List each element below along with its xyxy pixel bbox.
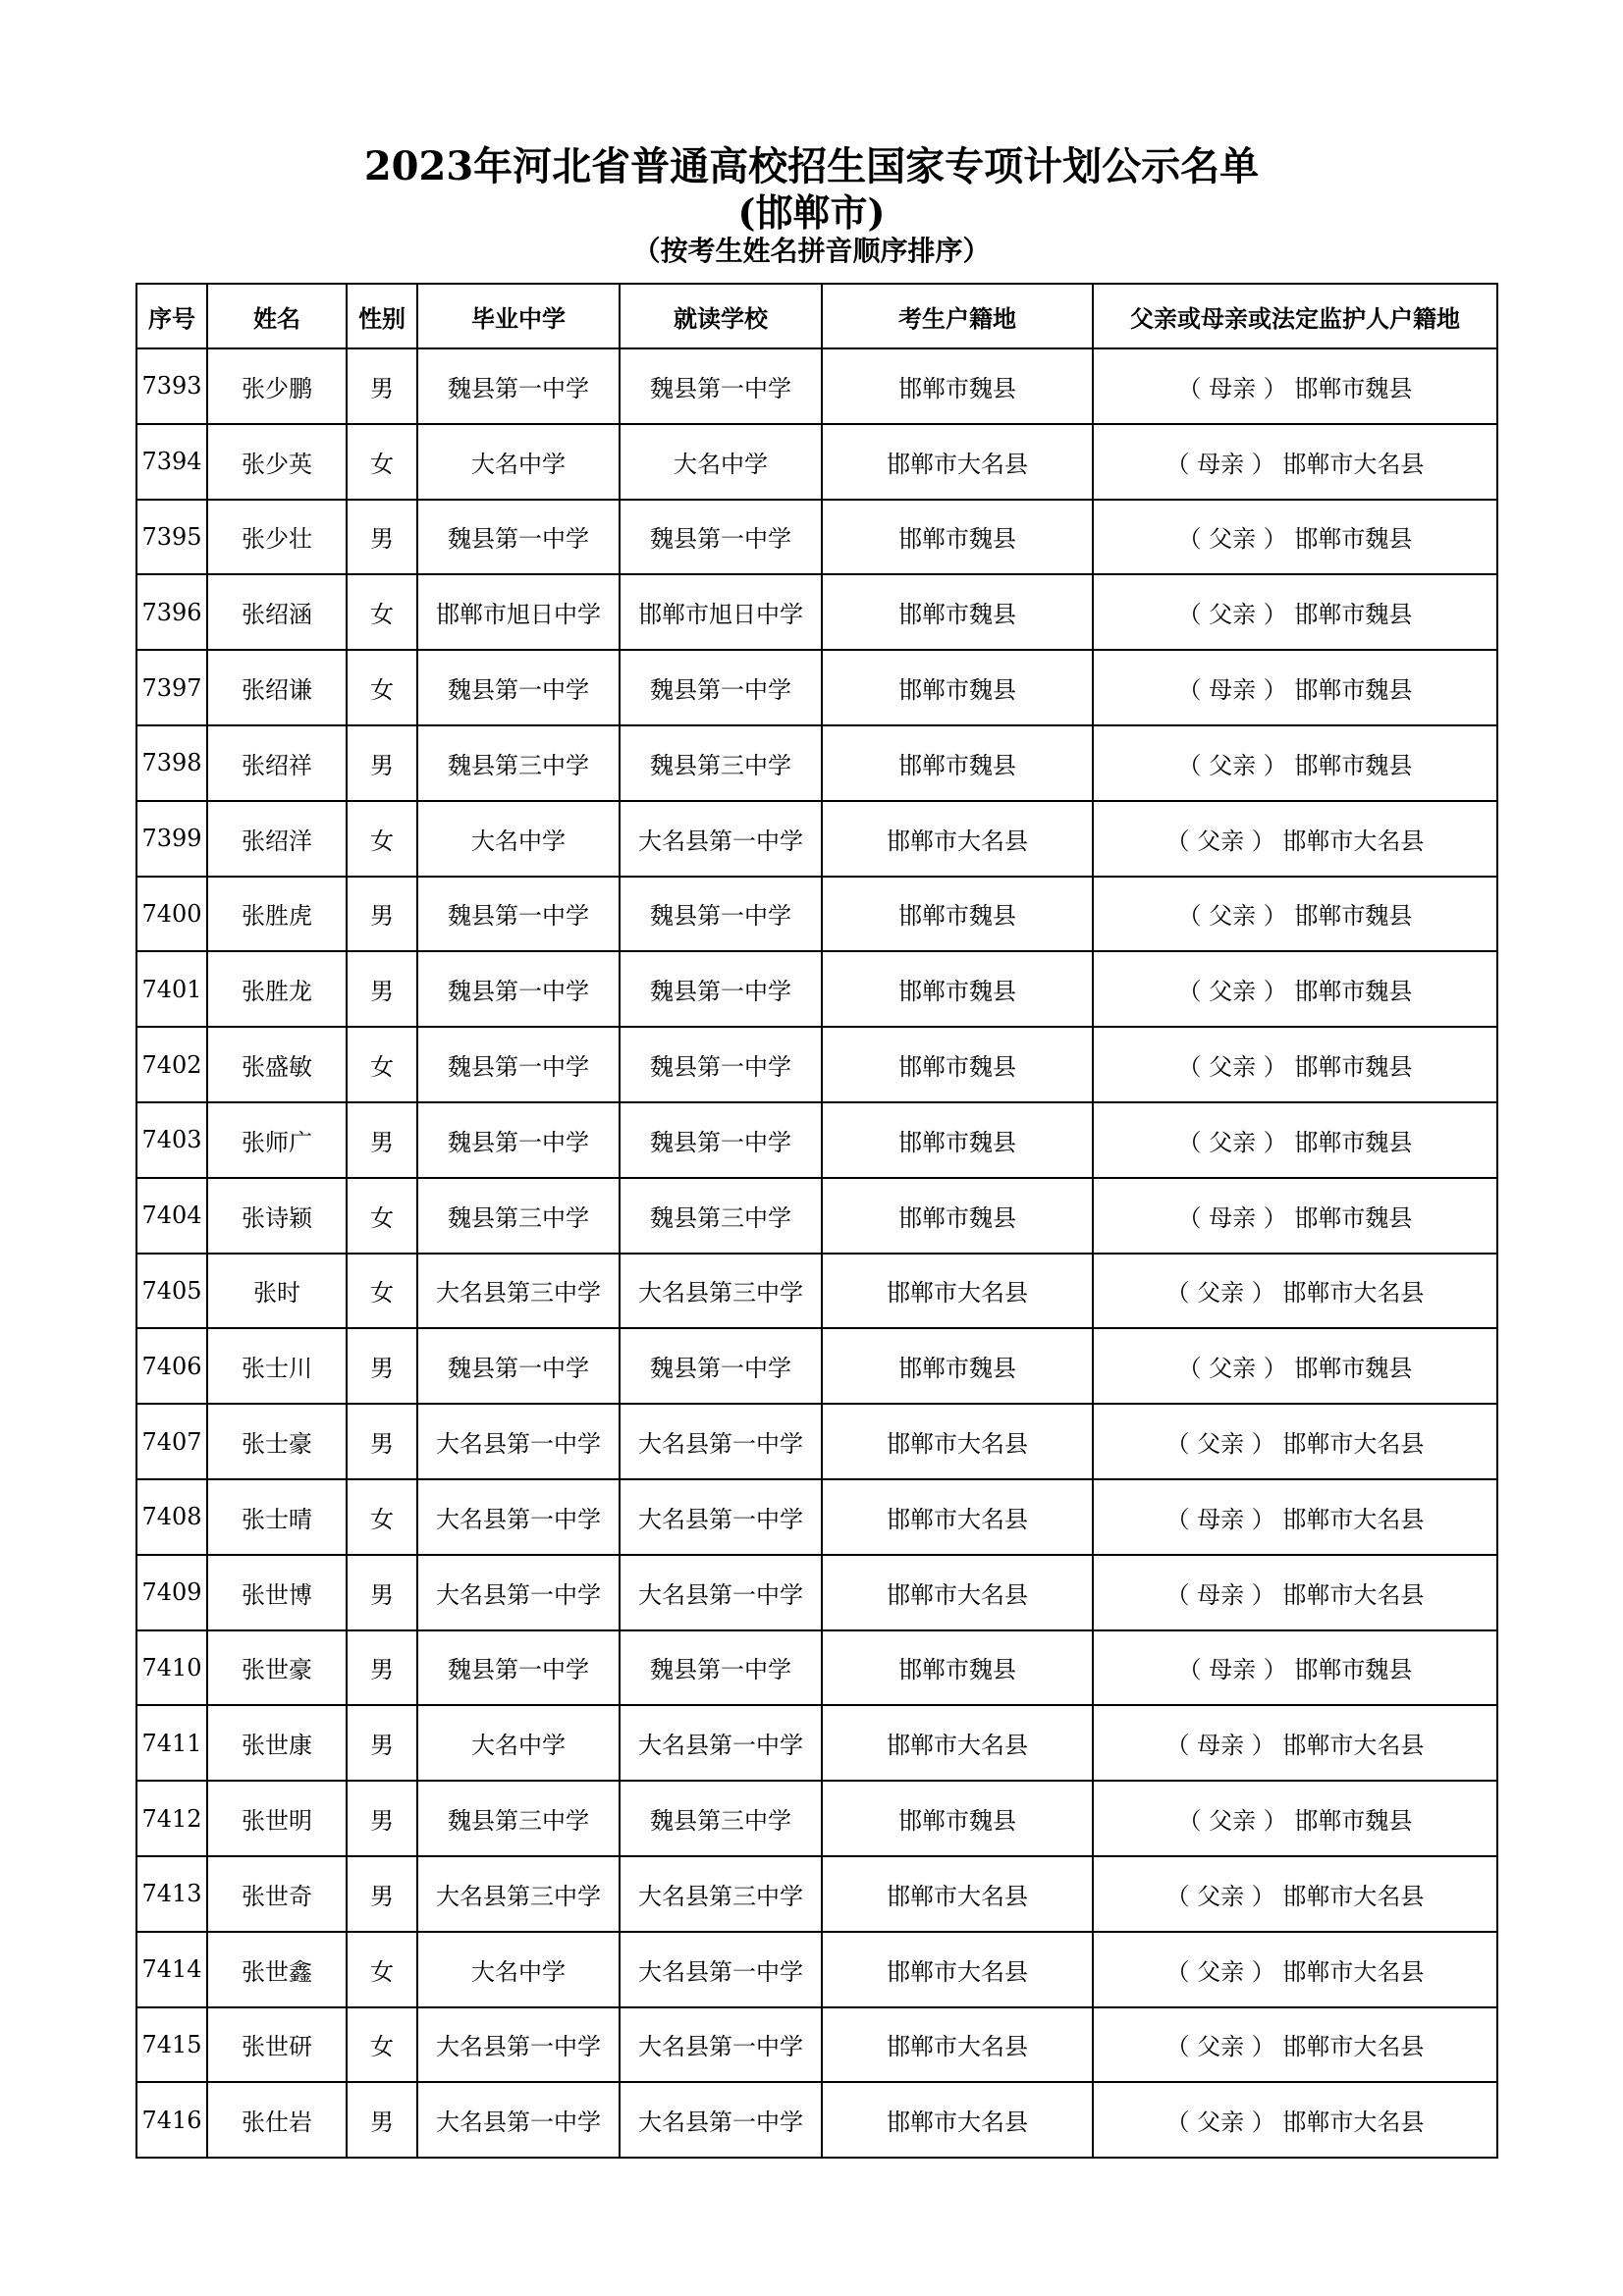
sort-note: （按考生姓名拼音顺序排序）: [632, 235, 991, 267]
cell-graduated-school: 魏县第一中学: [417, 650, 620, 725]
cell-student-hukou: 邯郸市大名县: [822, 424, 1093, 500]
cell-student-hukou: 邯郸市魏县: [822, 1178, 1093, 1254]
cell-name: 张时: [207, 1254, 347, 1329]
cell-graduated-school: 大名县第一中学: [417, 2082, 620, 2158]
cell-current-school: 魏县第三中学: [620, 1178, 822, 1254]
table-row: [136, 348, 1497, 424]
cell-graduated-school: 大名中学: [417, 1932, 620, 2007]
cell-name: 张世明: [207, 1781, 347, 1856]
cell-serial: 7406: [136, 1328, 207, 1404]
table-header-row: [136, 284, 1497, 348]
cell-gender: 男: [347, 1781, 417, 1856]
cell-name: 张世康: [207, 1705, 347, 1781]
cell-serial: 7397: [136, 650, 207, 725]
table-row: [136, 2082, 1497, 2158]
cell-student-hukou: 邯郸市大名县: [822, 2007, 1093, 2083]
cell-serial: 7405: [136, 1254, 207, 1329]
cell-gender: 男: [347, 2082, 417, 2158]
cell-serial: 7395: [136, 500, 207, 575]
cell-serial: 7411: [136, 1705, 207, 1781]
cell-gender: 男: [347, 725, 417, 801]
cell-guardian-hukou: （ 父亲 ） 邯郸市大名县: [1093, 1404, 1497, 1479]
cell-current-school: 魏县第一中学: [620, 348, 822, 424]
header-graduated-school: 毕业中学: [417, 284, 620, 348]
cell-serial: 7403: [136, 1102, 207, 1178]
cell-name: 张师广: [207, 1102, 347, 1178]
cell-name: 张诗颖: [207, 1178, 347, 1254]
cell-graduated-school: 邯郸市旭日中学: [417, 574, 620, 650]
cell-graduated-school: 魏县第一中学: [417, 348, 620, 424]
cell-gender: 女: [347, 1178, 417, 1254]
cell-name: 张胜虎: [207, 877, 347, 952]
cell-name: 张世奇: [207, 1856, 347, 1932]
cell-current-school: 魏县第一中学: [620, 1630, 822, 1706]
cell-graduated-school: 魏县第一中学: [417, 500, 620, 575]
cell-name: 张士晴: [207, 1479, 347, 1555]
cell-graduated-school: 大名中学: [417, 801, 620, 877]
cell-graduated-school: 魏县第三中学: [417, 1781, 620, 1856]
cell-current-school: 魏县第一中学: [620, 951, 822, 1027]
cell-name: 张士豪: [207, 1404, 347, 1479]
table-row: [136, 1856, 1497, 1932]
cell-name: 张仕岩: [207, 2082, 347, 2158]
cell-name: 张少英: [207, 424, 347, 500]
cell-graduated-school: 魏县第一中学: [417, 1328, 620, 1404]
cell-current-school: 大名县第三中学: [620, 1254, 822, 1329]
roster-table: [135, 283, 1498, 2159]
cell-graduated-school: 大名县第一中学: [417, 2007, 620, 2083]
table-row: [136, 725, 1497, 801]
cell-guardian-hukou: （ 父亲 ） 邯郸市大名县: [1093, 1932, 1497, 2007]
cell-graduated-school: 魏县第一中学: [417, 1630, 620, 1706]
cell-serial: 7394: [136, 424, 207, 500]
cell-guardian-hukou: （ 父亲 ） 邯郸市大名县: [1093, 1254, 1497, 1329]
cell-name: 张世豪: [207, 1630, 347, 1706]
cell-student-hukou: 邯郸市魏县: [822, 1328, 1093, 1404]
header-guardian-hukou: 父亲或母亲或法定监护人户籍地: [1093, 284, 1497, 348]
table-row: [136, 574, 1497, 650]
table-row: [136, 1705, 1497, 1781]
cell-gender: 男: [347, 1102, 417, 1178]
cell-current-school: 魏县第一中学: [620, 1027, 822, 1102]
cell-graduated-school: 魏县第三中学: [417, 725, 620, 801]
cell-guardian-hukou: （ 母亲 ） 邯郸市大名县: [1093, 1479, 1497, 1555]
cell-gender: 男: [347, 1555, 417, 1630]
cell-graduated-school: 魏县第一中学: [417, 1102, 620, 1178]
header-student-hukou: 考生户籍地: [822, 284, 1093, 348]
cell-gender: 男: [347, 1705, 417, 1781]
cell-guardian-hukou: （ 父亲 ） 邯郸市魏县: [1093, 1102, 1497, 1178]
cell-current-school: 魏县第一中学: [620, 877, 822, 952]
cell-current-school: 大名中学: [620, 424, 822, 500]
table-row: [136, 801, 1497, 877]
table-row: [136, 2007, 1497, 2083]
cell-graduated-school: 大名县第一中学: [417, 1404, 620, 1479]
cell-student-hukou: 邯郸市魏县: [822, 1781, 1093, 1856]
cell-current-school: 大名县第一中学: [620, 2007, 822, 2083]
cell-student-hukou: 邯郸市大名县: [822, 1555, 1093, 1630]
table-row: [136, 1630, 1497, 1706]
cell-current-school: 大名县第一中学: [620, 1705, 822, 1781]
cell-guardian-hukou: （ 父亲 ） 邯郸市魏县: [1093, 574, 1497, 650]
cell-serial: 7393: [136, 348, 207, 424]
cell-serial: 7415: [136, 2007, 207, 2083]
cell-student-hukou: 邯郸市大名县: [822, 2082, 1093, 2158]
cell-serial: 7402: [136, 1027, 207, 1102]
cell-graduated-school: 魏县第一中学: [417, 877, 620, 952]
cell-student-hukou: 邯郸市魏县: [822, 650, 1093, 725]
cell-serial: 7398: [136, 725, 207, 801]
cell-gender: 男: [347, 951, 417, 1027]
cell-graduated-school: 大名县第三中学: [417, 1856, 620, 1932]
cell-student-hukou: 邯郸市魏县: [822, 1102, 1093, 1178]
cell-gender: 女: [347, 801, 417, 877]
cell-gender: 男: [347, 1856, 417, 1932]
header-name: 姓名: [207, 284, 347, 348]
table-row: [136, 877, 1497, 952]
cell-graduated-school: 大名县第一中学: [417, 1555, 620, 1630]
cell-gender: 男: [347, 877, 417, 952]
cell-gender: 男: [347, 1630, 417, 1706]
cell-gender: 女: [347, 1254, 417, 1329]
cell-current-school: 大名县第一中学: [620, 1932, 822, 2007]
cell-current-school: 魏县第一中学: [620, 1328, 822, 1404]
cell-serial: 7407: [136, 1404, 207, 1479]
header-serial: 序号: [136, 284, 207, 348]
table-row: [136, 951, 1497, 1027]
cell-gender: 女: [347, 574, 417, 650]
table-row: [136, 1328, 1497, 1404]
cell-gender: 女: [347, 650, 417, 725]
cell-name: 张绍洋: [207, 801, 347, 877]
cell-gender: 男: [347, 500, 417, 575]
cell-guardian-hukou: （ 父亲 ） 邯郸市魏县: [1093, 877, 1497, 952]
cell-guardian-hukou: （ 母亲 ） 邯郸市大名县: [1093, 1705, 1497, 1781]
cell-name: 张绍涵: [207, 574, 347, 650]
cell-student-hukou: 邯郸市魏县: [822, 574, 1093, 650]
cell-gender: 男: [347, 1328, 417, 1404]
cell-serial: 7414: [136, 1932, 207, 2007]
cell-guardian-hukou: （ 母亲 ） 邯郸市魏县: [1093, 348, 1497, 424]
cell-student-hukou: 邯郸市大名县: [822, 801, 1093, 877]
cell-name: 张世博: [207, 1555, 347, 1630]
cell-graduated-school: 魏县第一中学: [417, 951, 620, 1027]
cell-guardian-hukou: （ 父亲 ） 邯郸市魏县: [1093, 1328, 1497, 1404]
cell-current-school: 大名县第一中学: [620, 801, 822, 877]
cell-guardian-hukou: （ 父亲 ） 邯郸市大名县: [1093, 801, 1497, 877]
cell-gender: 男: [347, 348, 417, 424]
cell-serial: 7401: [136, 951, 207, 1027]
cell-guardian-hukou: （ 父亲 ） 邯郸市魏县: [1093, 951, 1497, 1027]
cell-name: 张少鹏: [207, 348, 347, 424]
cell-guardian-hukou: （ 父亲 ） 邯郸市魏县: [1093, 1781, 1497, 1856]
table-row: [136, 650, 1497, 725]
table-row: [136, 1027, 1497, 1102]
cell-student-hukou: 邯郸市魏县: [822, 1027, 1093, 1102]
cell-name: 张世研: [207, 2007, 347, 2083]
cell-student-hukou: 邯郸市魏县: [822, 348, 1093, 424]
table-row: [136, 1479, 1497, 1555]
header-current-school: 就读学校: [620, 284, 822, 348]
cell-graduated-school: 大名县第一中学: [417, 1479, 620, 1555]
cell-graduated-school: 大名中学: [417, 1705, 620, 1781]
cell-serial: 7399: [136, 801, 207, 877]
cell-guardian-hukou: （ 母亲 ） 邯郸市大名县: [1093, 424, 1497, 500]
cell-student-hukou: 邯郸市魏县: [822, 1630, 1093, 1706]
cell-name: 张少壮: [207, 500, 347, 575]
table-row: [136, 1555, 1497, 1630]
cell-name: 张盛敏: [207, 1027, 347, 1102]
table-row: [136, 500, 1497, 575]
cell-gender: 女: [347, 2007, 417, 2083]
cell-graduated-school: 魏县第三中学: [417, 1178, 620, 1254]
cell-guardian-hukou: （ 父亲 ） 邯郸市大名县: [1093, 1856, 1497, 1932]
cell-student-hukou: 邯郸市魏县: [822, 951, 1093, 1027]
cell-current-school: 大名县第三中学: [620, 1856, 822, 1932]
table-row: [136, 1102, 1497, 1178]
cell-serial: 7409: [136, 1555, 207, 1630]
cell-guardian-hukou: （ 父亲 ） 邯郸市大名县: [1093, 2007, 1497, 2083]
cell-current-school: 魏县第一中学: [620, 650, 822, 725]
cell-name: 张世鑫: [207, 1932, 347, 2007]
cell-current-school: 魏县第三中学: [620, 725, 822, 801]
cell-current-school: 大名县第一中学: [620, 2082, 822, 2158]
cell-guardian-hukou: （ 父亲 ） 邯郸市魏县: [1093, 1027, 1497, 1102]
cell-gender: 男: [347, 1404, 417, 1479]
table-row: [136, 1254, 1497, 1329]
page-title: 2023年河北省普通高校招生国家专项计划公示名单: [363, 143, 1260, 189]
table-row: [136, 1404, 1497, 1479]
cell-current-school: 大名县第一中学: [620, 1479, 822, 1555]
cell-current-school: 魏县第三中学: [620, 1781, 822, 1856]
cell-current-school: 大名县第一中学: [620, 1404, 822, 1479]
cell-current-school: 邯郸市旭日中学: [620, 574, 822, 650]
cell-student-hukou: 邯郸市大名县: [822, 1254, 1093, 1329]
cell-student-hukou: 邯郸市大名县: [822, 1932, 1093, 2007]
cell-graduated-school: 魏县第一中学: [417, 1027, 620, 1102]
header-gender: 性别: [347, 284, 417, 348]
cell-gender: 女: [347, 1027, 417, 1102]
page-subtitle: (邯郸市): [737, 190, 886, 235]
cell-name: 张胜龙: [207, 951, 347, 1027]
cell-serial: 7410: [136, 1630, 207, 1706]
cell-guardian-hukou: （ 父亲 ） 邯郸市魏县: [1093, 725, 1497, 801]
cell-current-school: 魏县第一中学: [620, 1102, 822, 1178]
cell-guardian-hukou: （ 母亲 ） 邯郸市魏县: [1093, 1630, 1497, 1706]
cell-gender: 女: [347, 1479, 417, 1555]
cell-guardian-hukou: （ 母亲 ） 邯郸市魏县: [1093, 1178, 1497, 1254]
cell-name: 张绍祥: [207, 725, 347, 801]
cell-guardian-hukou: （ 父亲 ） 邯郸市魏县: [1093, 500, 1497, 575]
cell-student-hukou: 邯郸市魏县: [822, 725, 1093, 801]
cell-student-hukou: 邯郸市魏县: [822, 500, 1093, 575]
cell-student-hukou: 邯郸市大名县: [822, 1705, 1093, 1781]
cell-student-hukou: 邯郸市大名县: [822, 1856, 1093, 1932]
cell-serial: 7408: [136, 1479, 207, 1555]
cell-student-hukou: 邯郸市魏县: [822, 877, 1093, 952]
cell-name: 张绍谦: [207, 650, 347, 725]
cell-current-school: 大名县第一中学: [620, 1555, 822, 1630]
cell-serial: 7416: [136, 2082, 207, 2158]
cell-student-hukou: 邯郸市大名县: [822, 1479, 1093, 1555]
cell-gender: 女: [347, 424, 417, 500]
cell-student-hukou: 邯郸市大名县: [822, 1404, 1093, 1479]
cell-name: 张士川: [207, 1328, 347, 1404]
table-row: [136, 1178, 1497, 1254]
cell-serial: 7413: [136, 1856, 207, 1932]
cell-guardian-hukou: （ 母亲 ） 邯郸市大名县: [1093, 1555, 1497, 1630]
cell-serial: 7396: [136, 574, 207, 650]
table-row: [136, 1781, 1497, 1856]
cell-graduated-school: 大名中学: [417, 424, 620, 500]
cell-serial: 7412: [136, 1781, 207, 1856]
cell-gender: 女: [347, 1932, 417, 2007]
cell-serial: 7404: [136, 1178, 207, 1254]
cell-guardian-hukou: （ 母亲 ） 邯郸市魏县: [1093, 650, 1497, 725]
cell-graduated-school: 大名县第三中学: [417, 1254, 620, 1329]
cell-current-school: 魏县第一中学: [620, 500, 822, 575]
cell-guardian-hukou: （ 父亲 ） 邯郸市大名县: [1093, 2082, 1497, 2158]
cell-serial: 7400: [136, 877, 207, 952]
table-row: [136, 1932, 1497, 2007]
table-row: [136, 424, 1497, 500]
